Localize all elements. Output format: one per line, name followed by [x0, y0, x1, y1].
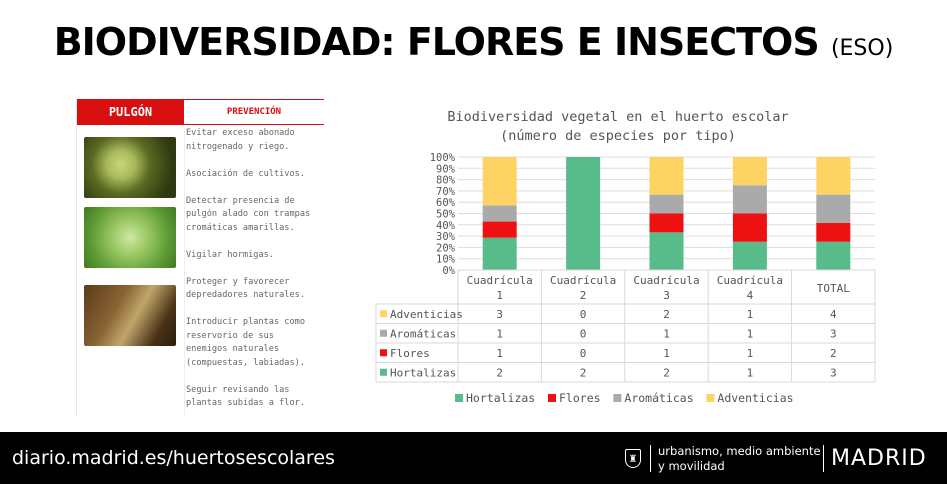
- tip-item: Introducir plantas como reservorio de sus enemigos naturales (compuestas, labiadas).: [186, 317, 305, 368]
- footer-divider: [650, 445, 651, 472]
- tip-item: Vigilar hormigas.: [186, 249, 274, 260]
- biodiversity-chart: [370, 100, 890, 418]
- section-tag: PREVENCIÓN: [184, 99, 324, 125]
- bar-segment-hortalizas: [566, 157, 600, 270]
- y-tick-label: 80%: [436, 174, 455, 187]
- table-cell-value: 3: [829, 366, 837, 380]
- bar-segment-hortalizas: [650, 232, 684, 270]
- title-subtitle: (ESO): [830, 36, 894, 61]
- aphid-photo-3: [84, 285, 176, 346]
- table-row-label: Hortalizas: [390, 366, 457, 380]
- table-row-label: Flores: [390, 347, 430, 360]
- card-divider: [184, 127, 185, 417]
- table-cell-value: 2: [663, 366, 670, 380]
- y-tick-label: 0%: [442, 265, 455, 277]
- table-cell-value: 1: [496, 347, 504, 360]
- y-tick-label: 100%: [429, 152, 455, 164]
- table-cell-value: 2: [663, 308, 670, 321]
- legend-swatch: [548, 394, 556, 402]
- legend-label: Flores: [559, 391, 601, 405]
- table-cell-value: 0: [579, 308, 587, 321]
- y-tick-label: 90%: [436, 163, 455, 176]
- x-category-label: Cuadrícula: [716, 274, 784, 287]
- y-tick-label: 10%: [436, 253, 455, 266]
- table-cell-value: 1: [663, 347, 670, 360]
- table-cell-value: 0: [579, 327, 587, 341]
- table-cell-value: 3: [496, 308, 504, 321]
- x-category-label: 1: [496, 289, 504, 302]
- pest-card: [76, 99, 324, 417]
- bar-segment-flores: [650, 214, 684, 233]
- footer-divider: [823, 445, 824, 472]
- pest-tag: PULGÓN: [77, 99, 184, 125]
- tip-item: Seguir revisando las plantas subidas a flor.: [186, 384, 305, 408]
- department-label: [658, 444, 828, 474]
- tip-item: Evitar exceso abonado nitrogenado y riego.: [186, 128, 295, 152]
- table-cell-value: 1: [746, 347, 754, 360]
- bar-segment-adventicias: [650, 157, 684, 195]
- table-legend-key: [380, 349, 387, 356]
- page-title: [0, 20, 947, 64]
- bar-segment-flores: [483, 222, 517, 238]
- x-category-label: Cuadrícula: [466, 274, 533, 287]
- legend-label: Aromáticas: [624, 391, 694, 405]
- card-header: [77, 99, 324, 125]
- aphid-photo-1: [84, 137, 176, 198]
- x-category-label: 4: [746, 289, 754, 302]
- legend-swatch: [706, 394, 714, 402]
- table-cell-value: 1: [663, 327, 670, 341]
- table-legend-key: [380, 330, 387, 337]
- table-cell-value: 2: [579, 366, 587, 380]
- table-row-label: Aromáticas: [390, 327, 457, 341]
- title-text: BIODIVERSIDAD: FLORES E INSECTOS: [53, 20, 819, 64]
- x-category-label: Cuadrícula: [633, 274, 700, 287]
- x-category-label: Cuadrícula: [549, 274, 617, 287]
- bar-segment-aromáticas: [483, 205, 517, 221]
- footer-bar: [0, 432, 947, 484]
- y-tick-label: 20%: [436, 242, 455, 255]
- tip-item: Asociación de cultivos.: [186, 168, 305, 179]
- aphid-photo-2: [84, 207, 176, 268]
- x-category-label: 3: [663, 289, 670, 302]
- y-tick-label: 50%: [436, 208, 455, 221]
- chart-title: Biodiversidad vegetal en el huerto escolar: [447, 109, 789, 125]
- table-cell-value: 4: [829, 308, 837, 321]
- bar-segment-adventicias: [816, 157, 850, 195]
- department-line-2: y movilidad: [658, 459, 725, 473]
- table-row-label: Adventicias: [390, 308, 463, 321]
- x-category-label: 2: [579, 289, 587, 302]
- y-tick-label: 60%: [436, 197, 455, 210]
- legend-label: Hortalizas: [466, 391, 536, 405]
- city-logo: MADRID: [831, 445, 927, 471]
- bar-segment-aromáticas: [650, 195, 684, 214]
- chart-title: (número de especies por tipo): [500, 128, 736, 144]
- table-cell-value: 1: [746, 327, 754, 341]
- table-cell-value: 2: [496, 366, 504, 380]
- department-line-1: urbanismo, medio ambiente: [658, 444, 821, 458]
- madrid-crest-icon: ♜: [625, 449, 641, 468]
- bar-segment-flores: [733, 214, 767, 242]
- table-legend-key: [380, 310, 387, 317]
- table-cell-value: 0: [579, 347, 587, 360]
- tip-item: Proteger y favorecer depredadores naturales.: [186, 276, 305, 300]
- bar-segment-aromáticas: [733, 185, 767, 213]
- table-cell-value: 1: [746, 308, 754, 321]
- bar-segment-hortalizas: [816, 242, 850, 270]
- table-cell-value: 3: [829, 327, 837, 341]
- bar-segment-hortalizas: [733, 242, 767, 270]
- table-cell-value: 2: [829, 347, 837, 360]
- y-tick-label: 40%: [436, 219, 455, 232]
- prevention-tips: [186, 127, 322, 424]
- site-url-link[interactable]: diario.madrid.es/huertosescolares: [12, 447, 335, 469]
- table-cell-value: 1: [746, 366, 754, 380]
- x-category-label: TOTAL: [816, 282, 850, 295]
- table-cell-value: 1: [496, 327, 504, 341]
- legend-label: Adventicias: [717, 391, 794, 405]
- bar-segment-hortalizas: [483, 238, 517, 270]
- bar-segment-aromáticas: [816, 195, 850, 223]
- tip-item: Detectar presencia de pulgón alado con trampas cromáticas amarillas.: [186, 195, 311, 233]
- y-tick-label: 30%: [436, 231, 455, 244]
- legend-swatch: [455, 394, 463, 402]
- y-tick-label: 70%: [436, 185, 455, 198]
- bar-segment-adventicias: [733, 157, 767, 185]
- legend-swatch: [613, 394, 621, 402]
- table-legend-key: [380, 369, 387, 376]
- bar-segment-flores: [816, 223, 850, 242]
- bar-segment-adventicias: [483, 157, 517, 205]
